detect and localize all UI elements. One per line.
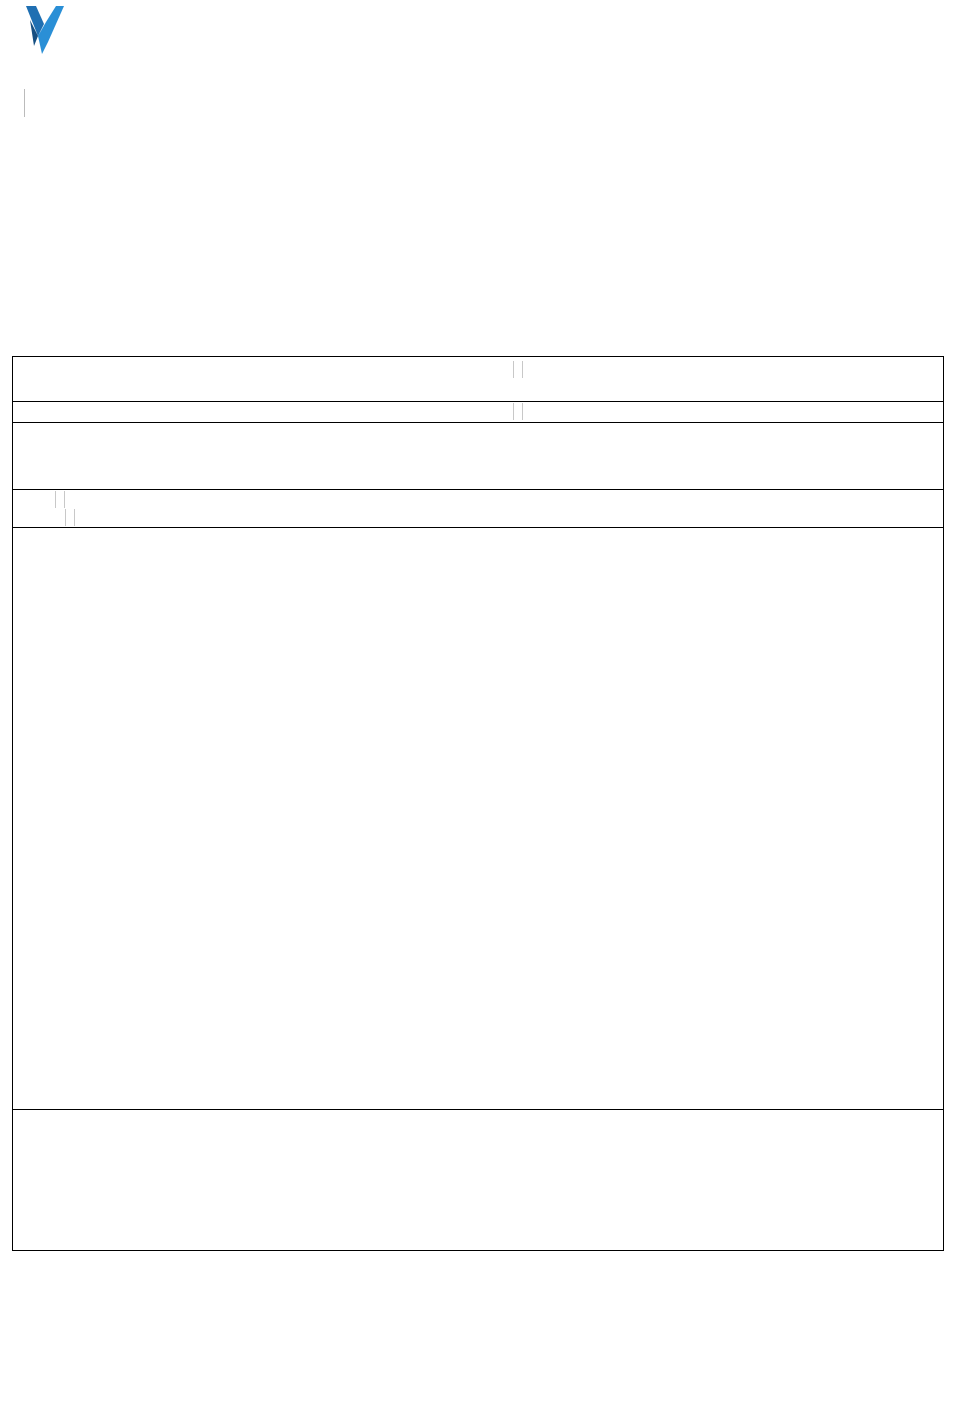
training-form [12,356,944,1251]
kannus-logo [22,2,212,58]
row-divider [13,1109,943,1110]
field-marker [513,403,523,420]
row-divider [13,422,943,423]
q16-value-line-2 [507,359,523,380]
q18-answer-field[interactable] [55,491,65,508]
field-marker [513,361,523,378]
logo-mark-right [38,6,64,54]
q18-answer-field-2[interactable] [65,509,75,526]
q16-value[interactable] [507,359,523,380]
page-title [22,88,26,117]
row-divider [13,401,943,402]
row-divider [13,527,943,528]
field-marker [24,89,26,117]
q17-value[interactable] [507,401,523,422]
row-divider [13,489,943,490]
